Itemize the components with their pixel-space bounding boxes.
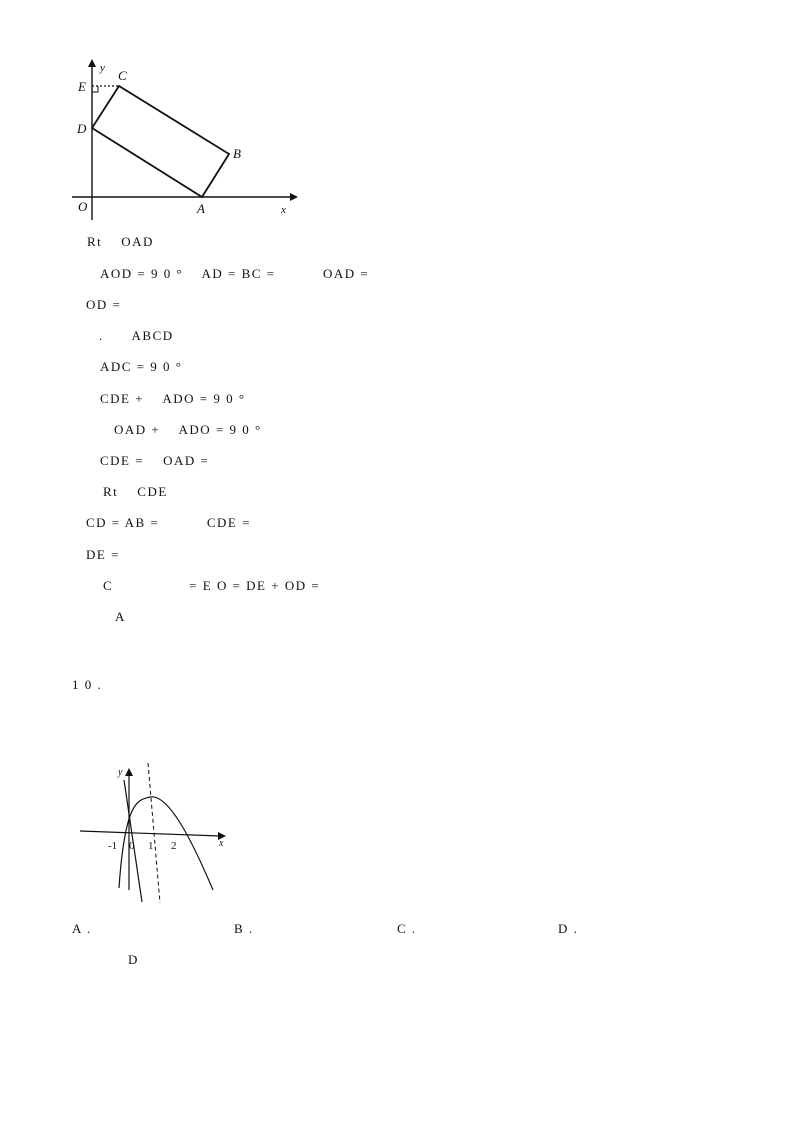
tick-label-0: 0: [129, 840, 135, 852]
question-number: 1 0 .: [72, 677, 103, 692]
tick-label-minus-1: -1: [108, 840, 118, 852]
label-x: x: [219, 838, 224, 849]
label-b: B: [233, 146, 241, 161]
x-axis: [80, 831, 220, 836]
solution-line: AOD = 9 0 ° AD = BC = OAD =: [100, 266, 370, 281]
option-a: A .: [72, 921, 92, 936]
label-y: y: [118, 767, 123, 778]
label-y: y: [100, 62, 105, 74]
figure-rectangle-on-axes: [60, 55, 310, 225]
y-axis-arrow: [125, 768, 133, 776]
solution-line: CD = AB = CDE =: [86, 515, 251, 530]
solution-line: . ABCD: [99, 328, 174, 343]
y-axis-arrow: [88, 59, 96, 67]
label-e: E: [78, 79, 86, 94]
rectangle-abcd: [92, 86, 229, 197]
solution-line: Rt CDE: [103, 484, 168, 499]
tick-label-2: 2: [171, 840, 177, 852]
option-d: D .: [558, 921, 579, 936]
tick-label-1: 1: [148, 840, 154, 852]
solution-line: OAD + ADO = 9 0 °: [114, 422, 262, 437]
solution-line: DE =: [86, 547, 120, 562]
answer: D: [128, 952, 139, 967]
right-angle-mark: [92, 86, 98, 92]
label-c: C: [118, 68, 127, 83]
label-d: D: [77, 121, 87, 136]
solution-line: CDE = OAD =: [100, 453, 210, 468]
label-x: x: [281, 204, 286, 216]
solution-line: A: [115, 609, 126, 624]
x-axis-arrow: [290, 193, 298, 201]
label-o: O: [78, 199, 88, 214]
figure-parabola-and-line: [78, 760, 238, 906]
solution-line: CDE + ADO = 9 0 °: [100, 391, 246, 406]
label-a: A: [197, 201, 205, 216]
solution-line: OD =: [86, 297, 122, 312]
solution-line: C = E O = DE + OD =: [103, 578, 321, 593]
solution-line: Rt OAD: [87, 234, 154, 249]
solution-line: ADC = 9 0 °: [100, 359, 183, 374]
option-c: C .: [397, 921, 417, 936]
option-b: B .: [234, 921, 254, 936]
